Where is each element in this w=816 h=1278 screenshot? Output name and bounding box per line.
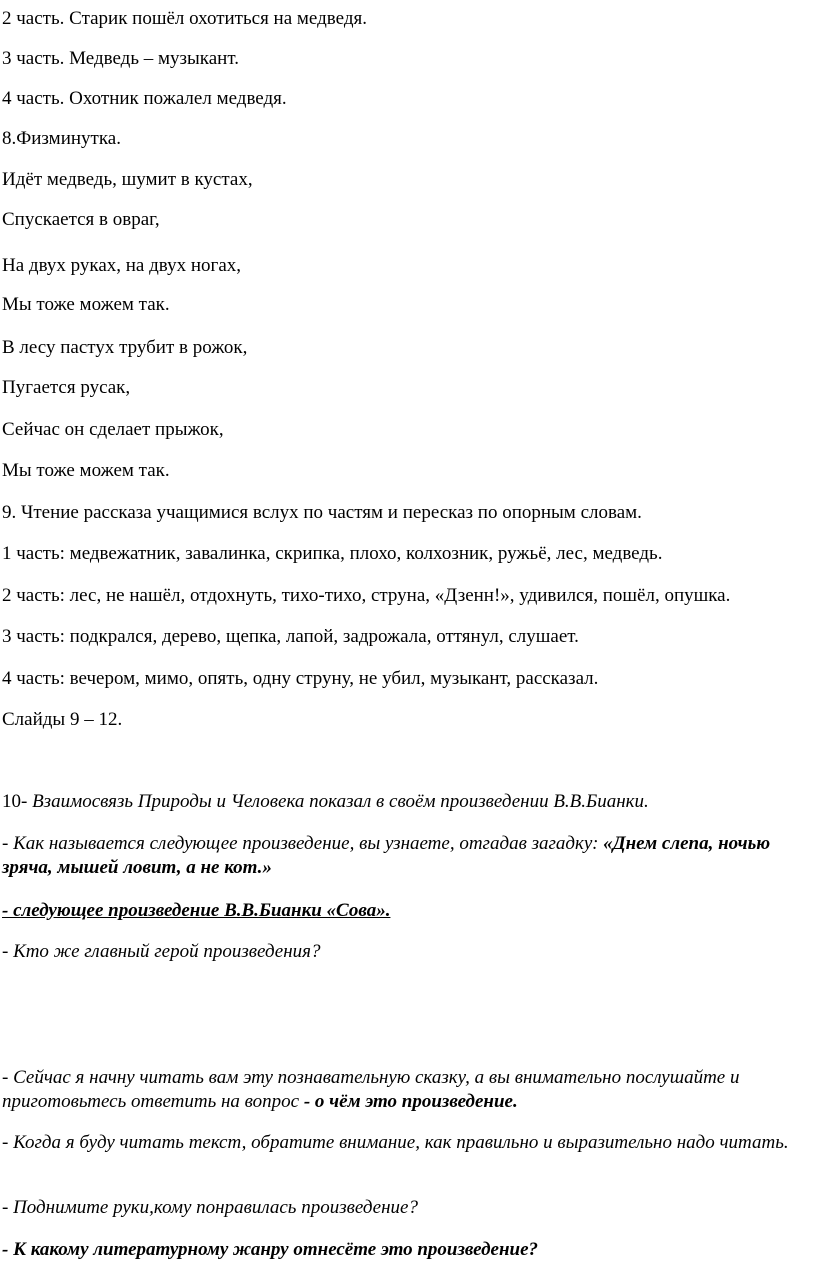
poem-line: Спускается в овраг, <box>2 209 160 230</box>
poem-line: Идёт медведь, шумит в кустах, <box>2 169 253 190</box>
attention-paragraph: - Когда я буду читать текст, обратите внимание, как правильно и выразительно надо читать. <box>2 1132 789 1153</box>
section-10-number: 10- <box>2 791 33 812</box>
keywords-part-1: 1 часть: медвежатник, завалинка, скрипка, плохо, колхозник, ружьё, лес, медведь. <box>2 543 663 564</box>
reading-emphasis: - о чём это произведение. <box>303 1091 518 1112</box>
next-work-line <box>2 899 390 923</box>
poem-line: На двух руках, на двух ногах, <box>2 255 242 276</box>
keywords-part-4: 4 часть: вечером, мимо, опять, одну струну, не убил, музыкант, рассказал. <box>2 668 599 689</box>
part-4-line: 4 часть. Охотник пожалел медведя. <box>2 88 287 109</box>
poem-line: Мы тоже можем так. <box>2 294 170 315</box>
poem-line: Сейчас он сделает прыжок, <box>2 419 224 440</box>
poem-line: Пугается русак, <box>2 377 131 398</box>
reading-paragraph <box>2 1066 810 1114</box>
fizminutka-heading: 8.Физминутка. <box>2 128 121 149</box>
section-10-line <box>2 790 649 814</box>
reading-task-line: 9. Чтение рассказа учащимися вслух по частям и пересказ по опорным словам. <box>2 502 642 523</box>
section-10-text: Взаимосвязь Природы и Человека показал в своём произведении В.В.Бианки. <box>32 791 649 812</box>
hands-up-line: - Поднимите руки,кому понравилась произведение? <box>2 1197 418 1218</box>
reading-text: - Сейчас я начну читать вам эту познавательную сказку, а вы внимательно послушайте и приготовьтесь ответить на вопрос <box>2 1067 740 1112</box>
genre-question-line: - К какому литературному жанру отнесёте это произведение? <box>2 1239 539 1260</box>
riddle-paragraph <box>2 832 810 880</box>
part-3-line: 3 часть. Медведь – музыкант. <box>2 48 239 69</box>
slides-line: Слайды 9 – 12. <box>2 709 123 730</box>
riddle-question: - Как называется следующее произведение, вы узнаете, отгадав загадку: <box>2 833 604 854</box>
hero-question-line: - Кто же главный герой произведения? <box>2 941 321 962</box>
poem-line: Мы тоже можем так. <box>2 460 170 481</box>
part-2-line: 2 часть. Старик пошёл охотиться на медведя. <box>2 8 367 29</box>
poem-line: В лесу пастух трубит в рожок, <box>2 337 248 358</box>
next-work-text: - следующее произведение В.В.Бианки «Сова». <box>2 900 391 921</box>
riddle-answer: «Днем слепа, ночью зряча, мышей ловит, а не кот.» <box>2 833 771 878</box>
keywords-part-3: 3 часть: подкрался, дерево, щепка, лапой, задрожала, оттянул, слушает. <box>2 626 579 647</box>
keywords-part-2: 2 часть: лес, не нашёл, отдохнуть, тихо-тихо, струна, «Дзенн!», удивился, пошёл, опушка. <box>2 585 731 606</box>
